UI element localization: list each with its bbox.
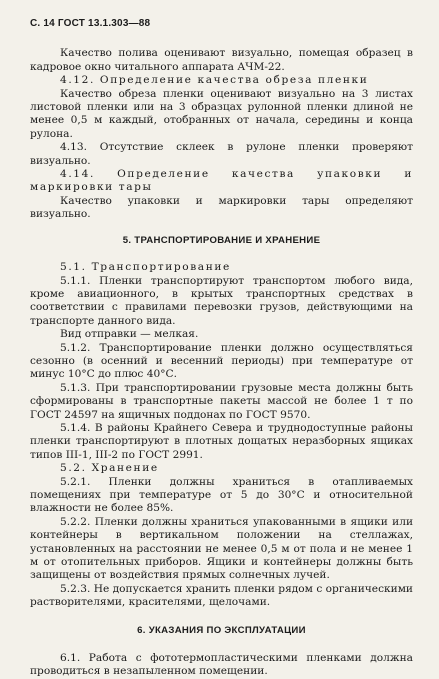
paragraph-cut-quality: Качество обреза пленки оценивают визуально на 3 листах листовой пленки или на 3 образцах рулонной пленки длиной не менее 0,5 м каждый, отобранных от начала, середины и конца рулона. — [30, 87, 413, 140]
paragraph-polish-quality: Качество полива оценивают визуально, помещая образец в кадровое окно читального аппарата АЧМ-22. — [30, 47, 413, 73]
paragraph-shipment-type: Вид отправки — мелкая. — [60, 328, 199, 341]
paragraph-5-1-3: 5.1.3. При транспортировании грузовые места должны быть сформированы в транспортные пакеты массой не более 1 т по ГОСТ 24597 на ящичных поддонах по ГОСТ 9570. — [30, 381, 413, 421]
paragraph-4-13: 4.13. Отсутствие склеек в рулоне пленки проверяют визуально. — [30, 141, 413, 167]
paragraph-6-1: 6.1. Работа с фототермопластическими пленками должна проводиться в незапыленном помещении. — [30, 652, 413, 678]
paragraph-5-2-2: 5.2.2. Пленки должны храниться упакованными в ящики или контейнеры в вертикальном положении на стеллажах, установленных на расстоянии не менее 0,5 м от пола и не менее 1 м от отопительных приборов. Ящики и контейнеры должны быть защищены от воздействия прямых солнечных лучей. — [30, 515, 413, 582]
paragraph-5-1-2: 5.1.2. Транспортирование пленки должно осуществляться сезонно (в осенний и весенний периоды) при температуре от минус 10°С до плюс 40°С. — [30, 341, 413, 381]
paragraph-5-1-1: 5.1.1. Пленки транспортируют транспортом любого вида, кроме авиационного, в крытых транспортных средствах в соответствии с правилами перевозки грузов, действующими на транспорте данного вида. — [30, 274, 413, 327]
subheading-5-2: 5.2. Хранение — [60, 462, 159, 475]
subheading-4-14: 4.14. Определение качества упаковки и маркировки тары — [30, 168, 413, 194]
subheading-5-1: 5.1. Транспортирование — [60, 261, 231, 274]
page-header: С. 14 ГОСТ 13.1.303—88 — [30, 18, 151, 29]
section-heading-5: 5. ТРАНСПОРТИРОВАНИЕ И ХРАНЕНИЕ — [122, 234, 321, 246]
subheading-4-12: 4.12. Определение качества обреза пленки — [60, 74, 369, 87]
paragraph-5-2-1: 5.2.1. Пленки должны храниться в отапливаемых помещениях при температуре от 5 до 30°С и относительной влажности не более 85%. — [30, 475, 413, 515]
paragraph-5-1-4: 5.1.4. В районы Крайнего Севера и труднодоступные районы пленки транспортируют в плотных дощатых неразборных ящиках типов III-1, III-2 по ГОСТ 2991. — [30, 421, 413, 461]
paragraph-packaging-quality: Качество упаковки и маркировки тары определяют визуально. — [30, 194, 413, 221]
paragraph-5-2-3: 5.2.3. Не допускается хранить пленки рядом с органическими растворителями, красителями, щелочами. — [30, 582, 413, 609]
section-heading-6: 6. УКАЗАНИЯ ПО ЭКСПЛУАТАЦИИ — [137, 624, 306, 636]
